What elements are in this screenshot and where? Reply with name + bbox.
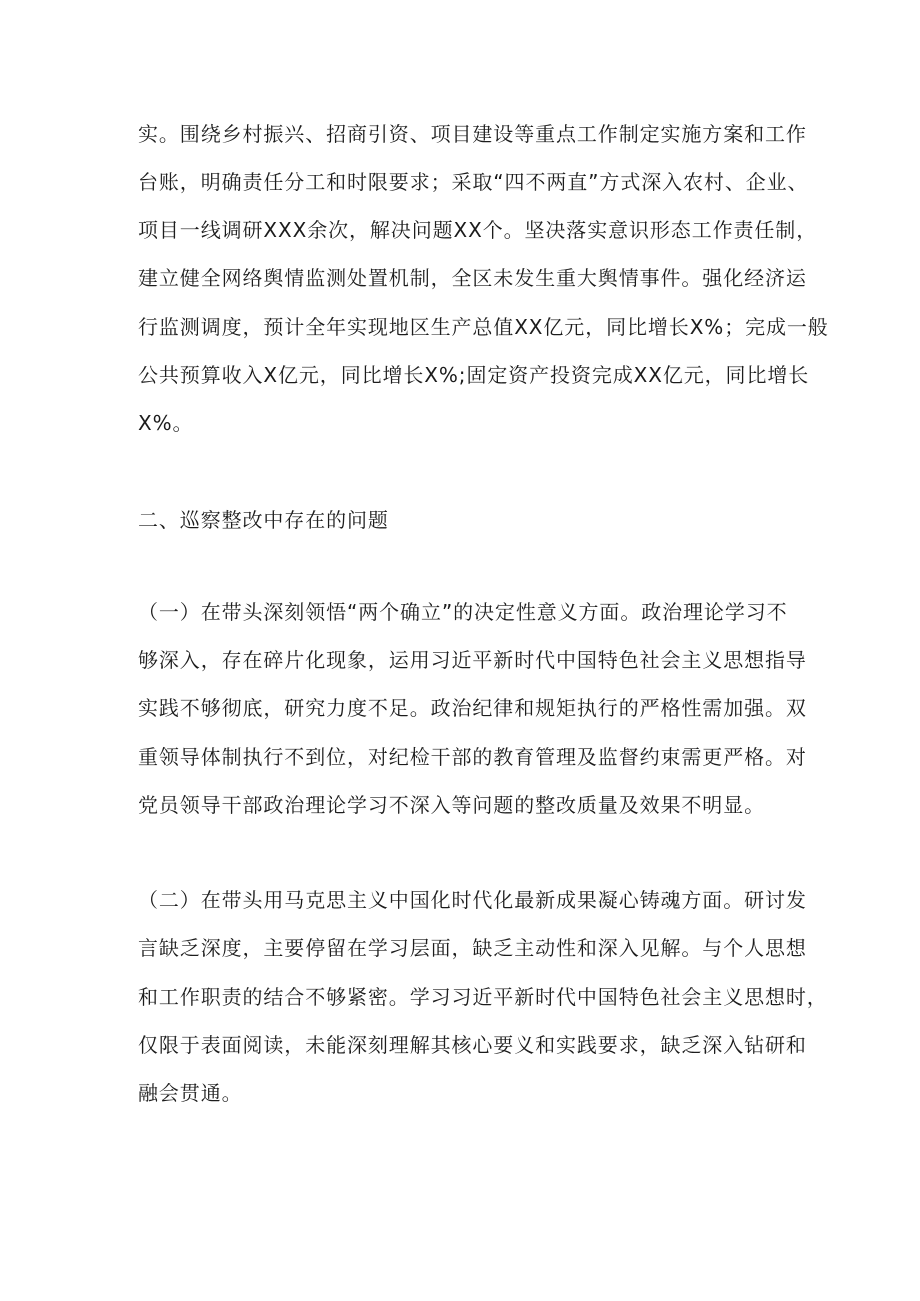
- text-line: 实。围绕乡村振兴、招商引资、项目建设等重点工作制定实施方案和工作: [138, 122, 807, 146]
- text-line: 党员领导干部政治理论学习不深入等问题的整改质量及效果不明显。: [138, 793, 765, 817]
- text-line: 仅限于表面阅读，未能深刻理解其核心要义和实践要求，缺乏深入钻研和: [138, 1033, 807, 1057]
- section-heading: 二、巡察整改中存在的问题: [138, 508, 389, 532]
- text-line: 言缺乏深度，主要停留在学习层面，缺乏主动性和深入见解。与个人思想: [138, 936, 807, 960]
- text-line: X%。: [138, 411, 194, 435]
- text-line: 行监测调度，预计全年实现地区生产总值XX亿元，同比增长X%；完成一般: [138, 315, 829, 339]
- text-line: 台账，明确责任分工和时限要求；采取“四不两直”方式深入农村、企业、: [138, 170, 809, 194]
- text-line: 重领导体制执行不到位，对纪检干部的教育管理及监督约束需更严格。对: [138, 745, 807, 769]
- text-line: 项目一线调研XXX余次，解决问题XX个。坚决落实意识形态工作责任制，: [138, 218, 818, 242]
- text-line: 公共预算收入X亿元，同比增长X%;固定资产投资完成XX亿元，同比增长: [138, 363, 810, 387]
- text-line: 实践不够彻底，研究力度不足。政治纪律和规矩执行的严格性需加强。双: [138, 696, 807, 720]
- text-line: （一）在带头深刻领悟“两个确立”的决定性意义方面。政治理论学习不: [138, 600, 788, 624]
- text-line: 融会贯通。: [138, 1081, 243, 1105]
- text-line: （二）在带头用马克思主义中国化时代化最新成果凝心铸魂方面。研讨发: [138, 888, 807, 912]
- text-line: 建立健全网络舆情监测处置机制，全区未发生重大舆情事件。强化经济运: [138, 266, 807, 290]
- text-line: 和工作职责的结合不够紧密。学习习近平新时代中国特色社会主义思想时，: [138, 985, 828, 1009]
- text-line: 够深入，存在碎片化现象，运用习近平新时代中国特色社会主义思想指导: [138, 648, 807, 672]
